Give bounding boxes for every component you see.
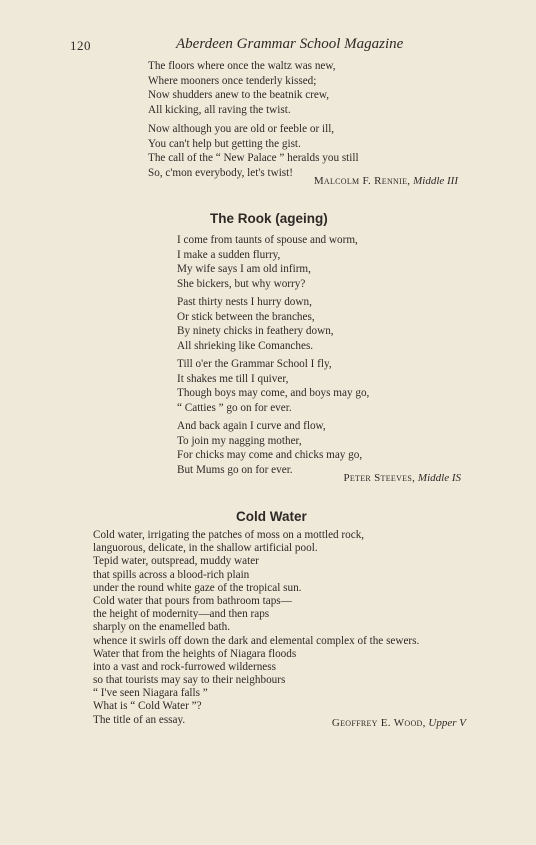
poem2-attribution bbox=[343, 472, 461, 484]
poem-line: So, c'mon everybody, let's twist! bbox=[148, 166, 293, 179]
poem-line: Now although you are old or feeble or ill, bbox=[148, 123, 335, 135]
poem-line: Water that from the heights of Niagara floods bbox=[93, 647, 297, 660]
poem3-attribution bbox=[332, 717, 466, 729]
running-title: Aberdeen Grammar School Magazine bbox=[176, 36, 404, 52]
author-form: Middle III bbox=[413, 175, 458, 187]
poem-line: Where mooners once tenderly kissed; bbox=[148, 74, 317, 87]
author-name: Geoffrey E. Wood, bbox=[331, 717, 426, 729]
author-form: Middle IS bbox=[417, 472, 461, 484]
poem-line: whence it swirls off down the dark and elemental complex of the sewers. bbox=[93, 634, 420, 647]
poem-line: sharply on the enamelled bath. bbox=[93, 621, 231, 634]
author-name: Malcolm F. Rennie, bbox=[313, 175, 411, 187]
poem-line: All kicking, all raving the twist. bbox=[148, 103, 291, 116]
poem-line: You can't help but getting the gist. bbox=[148, 137, 301, 150]
poem2-stanza-2 bbox=[177, 295, 334, 353]
poem-line: The floors where once the waltz was new, bbox=[148, 60, 336, 72]
poem-line: Now shudders anew to the beatnik crew, bbox=[148, 89, 330, 102]
poem-line: “ Catties ” go on for ever. bbox=[177, 401, 292, 414]
author-name: Peter Steeves, bbox=[343, 472, 416, 484]
poem-line: My wife says I am old infirm, bbox=[177, 263, 311, 276]
poem-line: Tepid water, outspread, muddy water bbox=[93, 555, 259, 568]
poem-line: languorous, delicate, in the shallow artificial pool. bbox=[93, 542, 318, 555]
poem-line: under the round white gaze of the tropical sun. bbox=[93, 581, 302, 594]
poem1-stanza-1 bbox=[148, 59, 336, 117]
poem3-title: Cold Water bbox=[236, 509, 307, 524]
poem2-title: The Rook (ageing) bbox=[210, 211, 328, 226]
poem-line: She bickers, but why worry? bbox=[177, 277, 306, 290]
poem-line: And back again I curve and flow, bbox=[177, 420, 326, 432]
poem-line: Past thirty nests I hurry down, bbox=[177, 296, 312, 308]
poem-line: Till o'er the Grammar School I fly, bbox=[177, 358, 332, 370]
poem-line: All shrieking like Comanches. bbox=[177, 339, 314, 352]
poem2-stanza-4 bbox=[177, 419, 362, 477]
poem2-stanza-1 bbox=[177, 233, 358, 291]
poem-line: I make a sudden flurry, bbox=[177, 248, 281, 261]
poem-line: By ninety chicks in feathery down, bbox=[177, 325, 334, 338]
poem-line: “ I've seen Niagara falls ” bbox=[93, 687, 208, 700]
poem-line: the height of modernity—and then raps bbox=[93, 608, 270, 621]
poem1-stanza-2 bbox=[148, 122, 359, 180]
poem1-attribution bbox=[314, 175, 458, 187]
poem-line: It shakes me till I quiver, bbox=[177, 372, 289, 385]
poem3-body bbox=[93, 529, 419, 727]
poem-line: Or stick between the branches, bbox=[177, 310, 315, 323]
poem-line: What is “ Cold Water ”? bbox=[93, 700, 202, 713]
page-header bbox=[0, 36, 536, 54]
poem-line: into a vast and rock-furrowed wilderness bbox=[93, 660, 276, 673]
poem-line: The title of an essay. bbox=[93, 713, 186, 726]
poem-line: But Mums go on for ever. bbox=[177, 463, 293, 476]
poem-line: Though boys may come, and boys may go, bbox=[177, 387, 370, 400]
page-number: 120 bbox=[70, 38, 91, 53]
poem2-stanza-3 bbox=[177, 357, 369, 415]
poem-line: Cold water that pours from bathroom taps— bbox=[93, 594, 292, 607]
author-form: Upper V bbox=[428, 717, 466, 729]
poem-line: that spills across a blood-rich plain bbox=[93, 568, 250, 581]
poem-line: For chicks may come and chicks may go, bbox=[177, 449, 363, 462]
poem-line: To join my nagging mother, bbox=[177, 434, 302, 447]
poem-line: so that tourists may say to their neighbours bbox=[93, 674, 286, 687]
poem-line: I come from taunts of spouse and worm, bbox=[177, 234, 358, 246]
poem-line: The call of the “ New Palace ” heralds you still bbox=[148, 152, 359, 165]
poem-line: Cold water, irrigating the patches of moss on a mottled rock, bbox=[93, 529, 365, 541]
